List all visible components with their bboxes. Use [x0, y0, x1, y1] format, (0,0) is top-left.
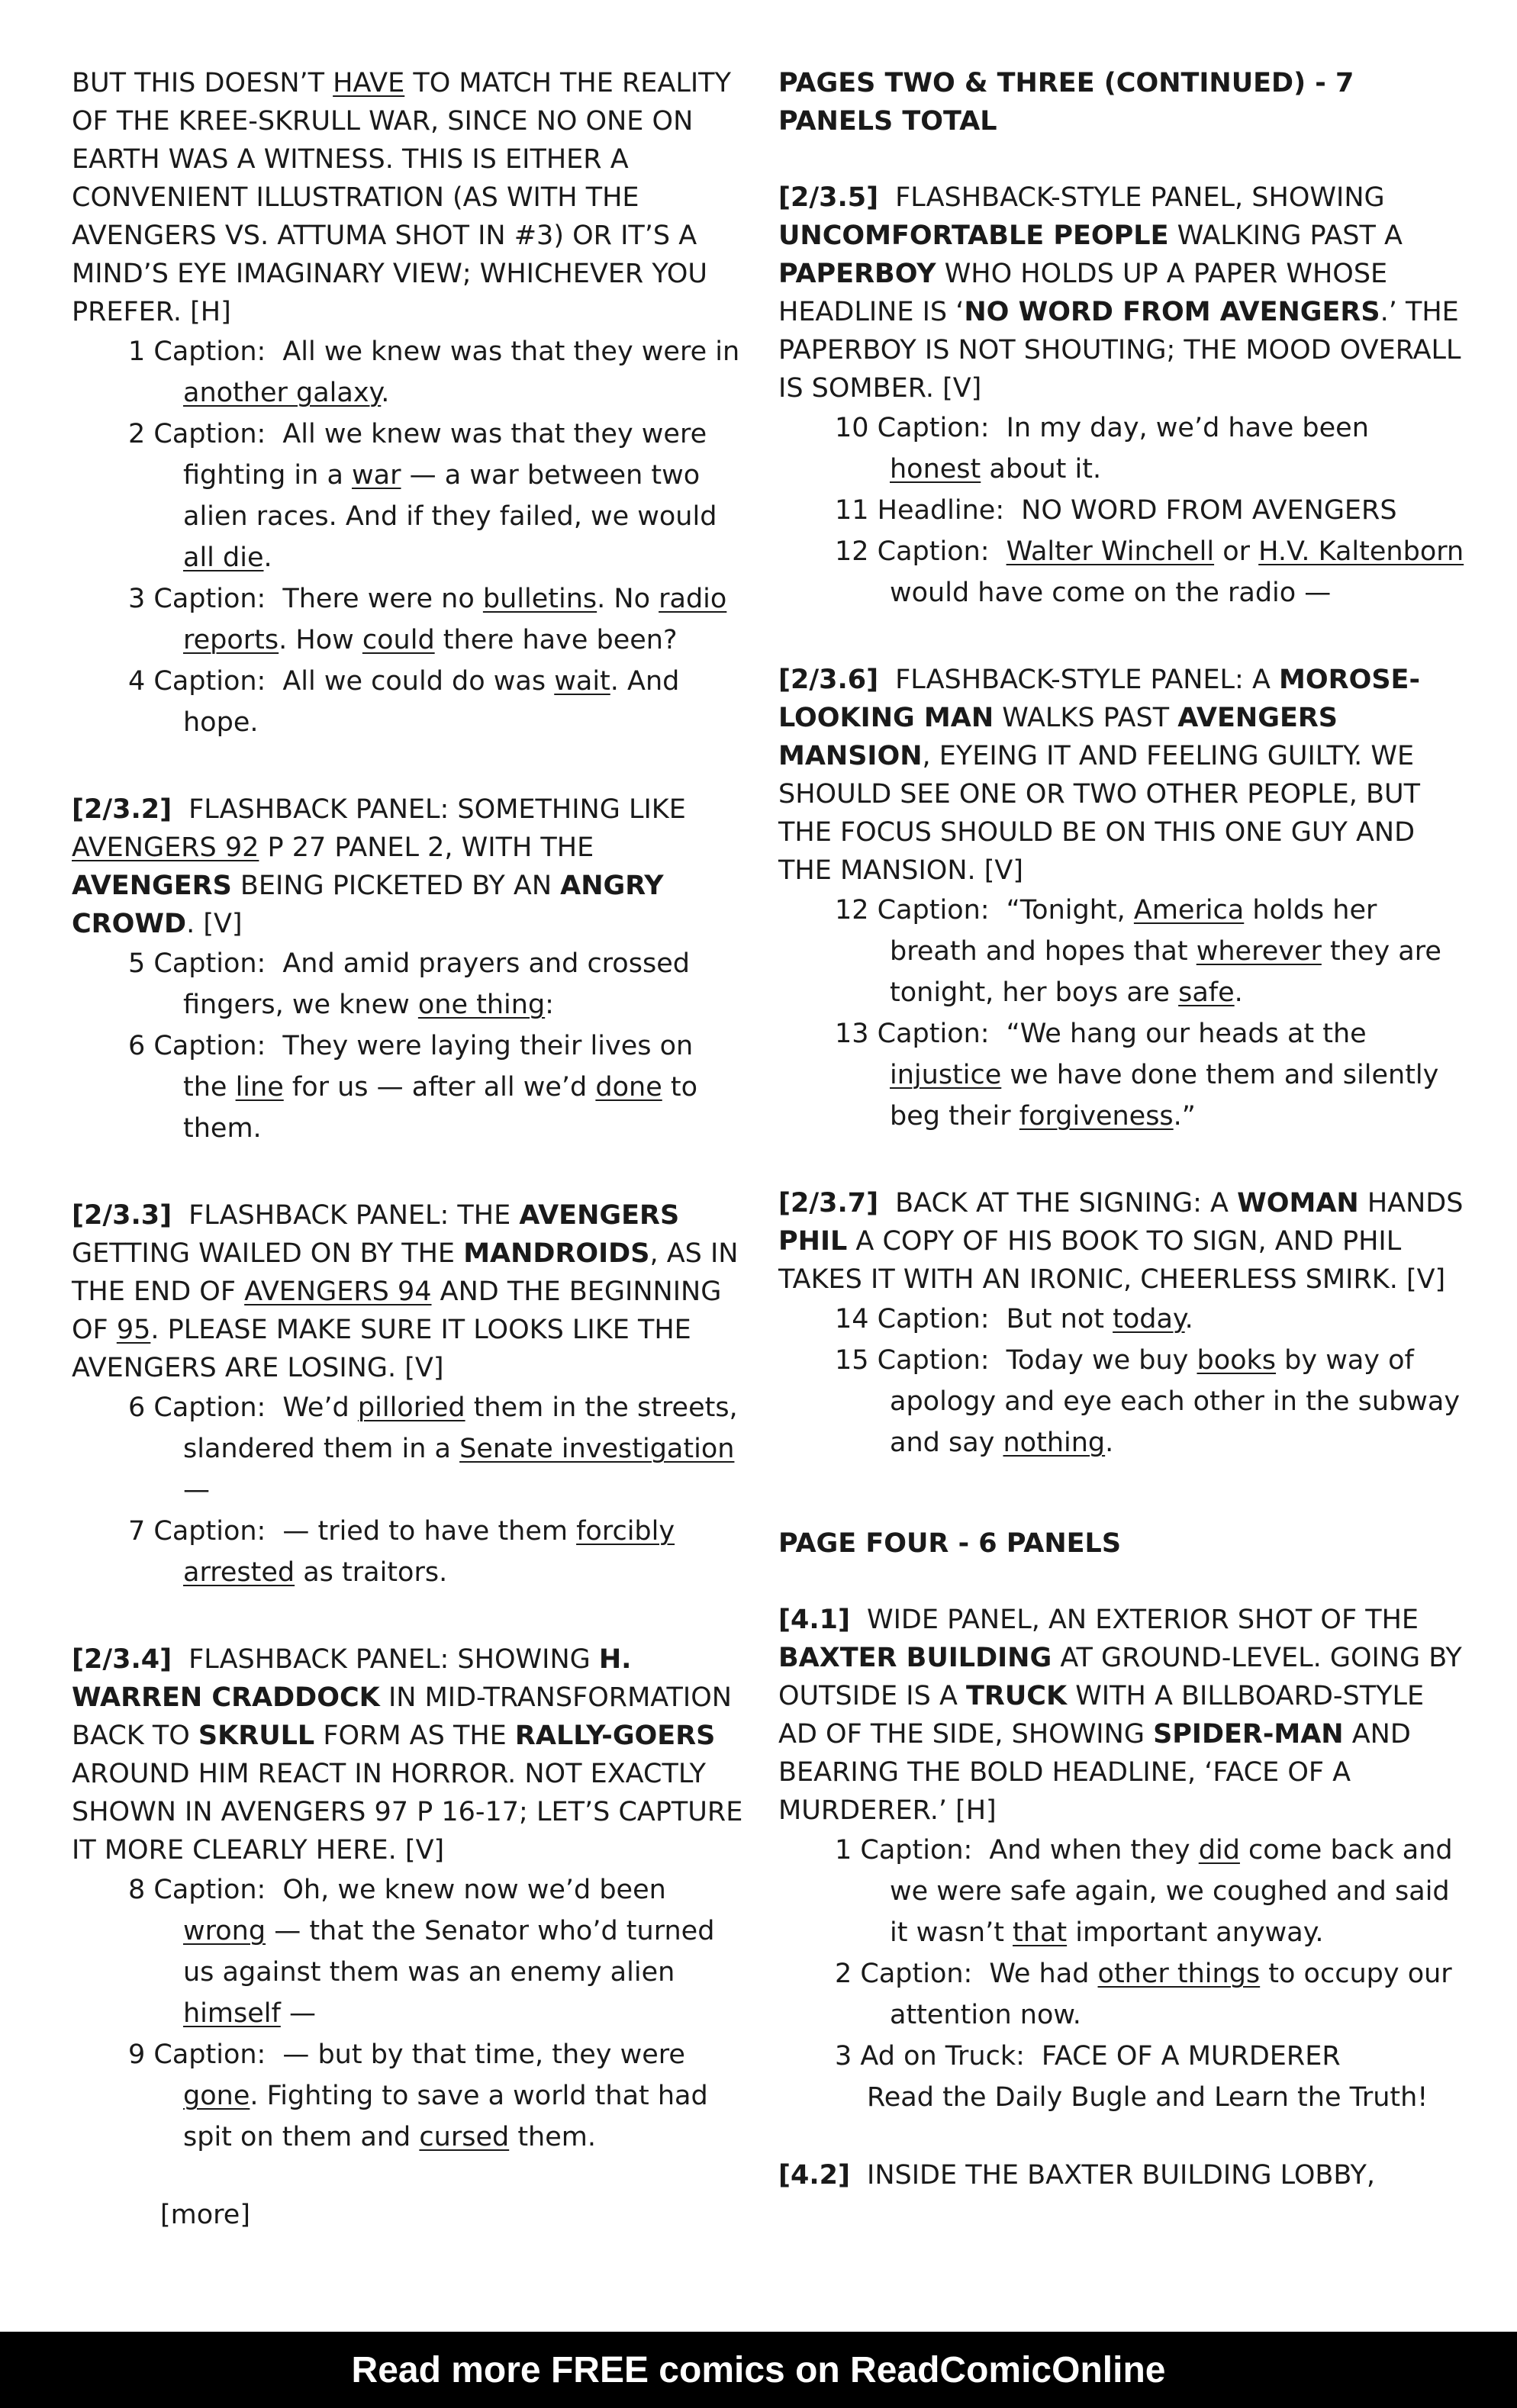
footer-banner[interactable] — [0, 2332, 1517, 2408]
panel-2-3-6-description: [2/3.6] FLASHBACK-STYLE PANEL: A MOROSE-LOOKING MAN WALKS PAST AVENGERS MANSION, EYEING IT AND FEELING GUILTY. WE SHOULD SEE ONE OR TWO OTHER PEOPLE, BUT THE FOCUS SHOULD BE ON THIS ONE GUY AND THE MANSION. [V] — [778, 665, 1421, 886]
panel-2-3-7-description: [2/3.7] BACK AT THE SIGNING: A WOMAN HANDS PHIL A COPY OF HIS BOOK TO SIGN, AND PHIL TAKES IT WITH AN IRONIC, CHEERLESS SMIRK. [V] — [778, 1188, 1464, 1295]
caption-2: 2 Caption: All we knew was that they were fighting in a war — a war between two alien races. And if they failed, we would all die. — [128, 419, 717, 573]
caption-6: 6 Caption: They were laying their lives on the line for us — after all we’d done to them. — [128, 1031, 697, 1144]
caption-p4-2: 2 Caption: We had other things to occupy our attention now. — [835, 1959, 1452, 2030]
section-heading-page-four: PAGE FOUR - 6 PANELS — [778, 1528, 1122, 1559]
panel-4-1-description: [4.1] WIDE PANEL, AN EXTERIOR SHOT OF THE BAXTER BUILDING AT GROUND-LEVEL. GOING BY OUTSIDE IS A TRUCK WITH A BILLBOARD-STYLE AD OF THE SIDE, SHOWING SPIDER-MAN AND BEARING THE BOLD HEADLINE, ‘FACE OF A MURDERER.’ [H] — [778, 1605, 1462, 1826]
left-column — [72, 64, 743, 2236]
caption-12: 12 Caption: Walter Winchell or H.V. Kaltenborn would have come on the radio — — [835, 536, 1464, 608]
caption-p4-1: 1 Caption: And when they did come back and we were safe again, we coughed and said it wasn’t that important anyway. — [835, 1835, 1453, 1948]
ad-on-truck-line-2: Read the Daily Bugle and Learn the Truth! — [867, 2082, 1428, 2113]
caption-1: 1 Caption: All we knew was that they were in another galaxy. — [128, 336, 740, 408]
caption-15: 15 Caption: Today we buy books by way of apology and eye each other in the subway and say nothing. — [835, 1345, 1461, 1458]
caption-10: 10 Caption: In my day, we’d have been honest about it. — [835, 413, 1369, 484]
panel-4-2-description: [4.2] INSIDE THE BAXTER BUILDING LOBBY, — [778, 2160, 1375, 2191]
caption-6b: 6 Caption: We’d pilloried them in the streets, slandered them in a Senate investigation — — [128, 1392, 738, 1505]
caption-12b: 12 Caption: “Tonight, America holds her breath and hopes that wherever they are tonight, her boys are safe. — [835, 895, 1441, 1008]
ad-on-truck-3: 3 Ad on Truck: FACE OF A MURDERER — [835, 2041, 1341, 2072]
panel-2-3-2-description: [2/3.2] FLASHBACK PANEL: SOMETHING LIKE AVENGERS 92 P 27 PANEL 2, WITH THE AVENGERS BEING PICKETED BY AN ANGRY CROWD. [V] — [72, 794, 686, 939]
caption-7: 7 Caption: — tried to have them forcibly arrested as traitors. — [128, 1516, 675, 1588]
caption-5: 5 Caption: And amid prayers and crossed fingers, we knew one thing: — [128, 948, 690, 1020]
right-column — [778, 64, 1465, 2194]
panel-2-3-5-description: [2/3.5] FLASHBACK-STYLE PANEL, SHOWING UNCOMFORTABLE PEOPLE WALKING PAST A PAPERBOY WHO HOLDS UP A PAPER WHOSE HEADLINE IS ‘NO WORD FROM AVENGERS.’ THE PAPERBOY IS NOT SHOUTING; THE MOOD OVERALL IS SOMBER. [V] — [778, 182, 1461, 404]
caption-8: 8 Caption: Oh, we knew now we’d been wrong — that the Senator who’d turned us against them was an enemy alien himself — — [128, 1875, 715, 2029]
headline-11: 11 Headline: NO WORD FROM AVENGERS — [835, 495, 1397, 526]
caption-9: 9 Caption: — but by that time, they were gone. Fighting to save a world that had spit on them and cursed them. — [128, 2039, 708, 2152]
footer-banner-text: Read more FREE comics on ReadComicOnline — [351, 2349, 1166, 2390]
caption-3: 3 Caption: There were no bulletins. No radio reports. How could there have been? — [128, 584, 727, 655]
panel-2-3-4-description: [2/3.4] FLASHBACK PANEL: SHOWING H. WARREN CRADDOCK IN MID-TRANSFORMATION BACK TO SKRULL FORM AS THE RALLY-GOERS AROUND HIM REACT IN HORROR. NOT EXACTLY SHOWN IN AVENGERS 97 P 16-17; LET’S CAPTURE IT MORE CLEARLY HERE. [V] — [72, 1644, 743, 1866]
panel-2-3-3-description: [2/3.3] FLASHBACK PANEL: THE AVENGERS GETTING WAILED ON BY THE MANDROIDS, AS IN THE END OF AVENGERS 94 AND THE BEGINNING OF 95. PLEASE MAKE SURE IT LOOKS LIKE THE AVENGERS ARE LOSING. [V] — [72, 1200, 739, 1383]
caption-4: 4 Caption: All we could do was wait. And hope. — [128, 666, 680, 738]
section-heading-pages-two-three: PAGES TWO & THREE (CONTINUED) - 7 PANELS TOTAL — [778, 68, 1354, 137]
caption-13: 13 Caption: “We hang our heads at the injustice we have done them and silently beg their forgiveness.” — [835, 1019, 1439, 1132]
caption-14: 14 Caption: But not today. — [835, 1304, 1193, 1334]
more-marker: [more] — [160, 2200, 250, 2230]
intro-paragraph: BUT THIS DOESN’T HAVE TO MATCH THE REALITY OF THE KREE-SKRULL WAR, SINCE NO ONE ON EARTH WAS A WITNESS. THIS IS EITHER A CONVENIENT ILLUSTRATION (AS WITH THE AVENGERS VS. ATTUMA SHOT IN #3) OR IT’S A MIND’S EYE IMAGINARY VIEW; WHICHEVER YOU PREFER. [H] — [72, 68, 731, 327]
